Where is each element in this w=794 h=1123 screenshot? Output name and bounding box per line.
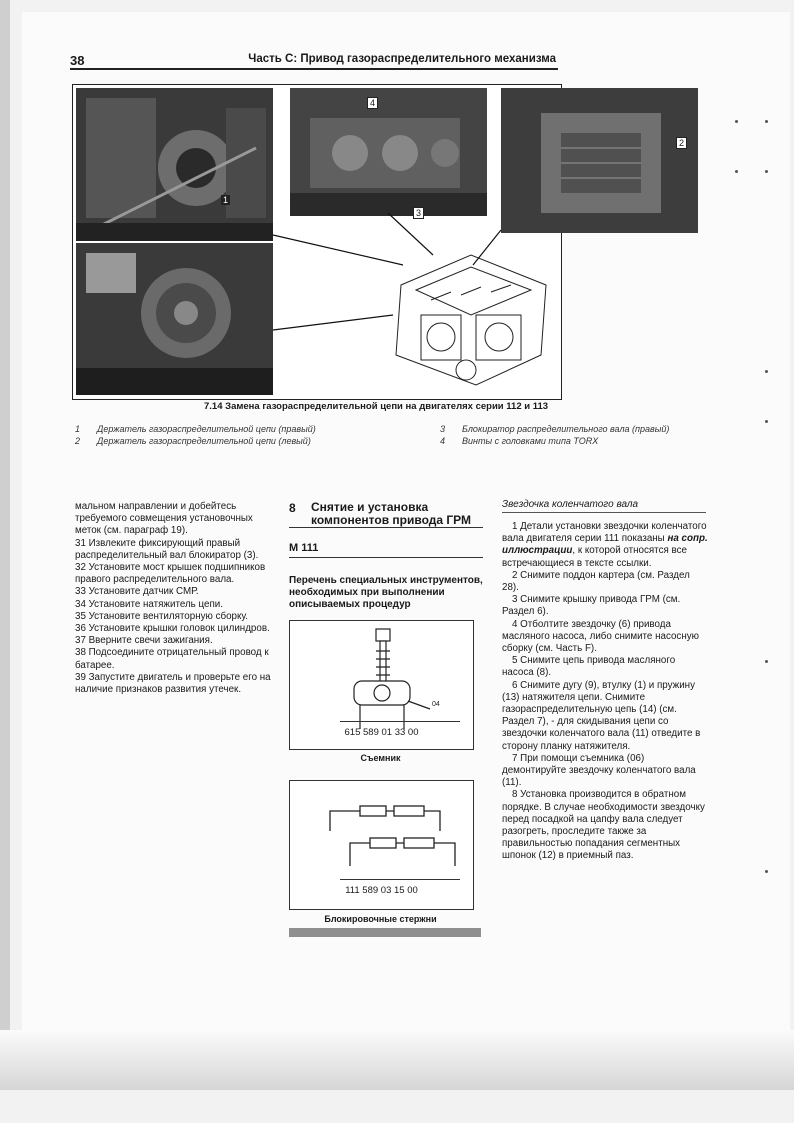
paragraph: 7 При помощи съемника (06) демонтируйте звездочку коленчатого вала (11).: [502, 752, 696, 789]
figure-7-14: [72, 84, 685, 400]
tool-callout-04: 04: [432, 701, 440, 708]
divider: [502, 512, 706, 513]
paragraph: 5 Снимите цепь привода масляного насоса (8).: [502, 655, 676, 679]
scan-speck: [735, 170, 738, 173]
part-number-rule: [340, 879, 460, 880]
scan-speck: [735, 120, 738, 123]
tool-box-locking-rods: [289, 780, 474, 910]
legend-item: 3 Блокиратор распределительного вала (правый): [440, 424, 670, 434]
page-edge-shadow: [0, 0, 10, 1070]
tools-heading: Перечень специальных инструментов, необходимых при выполнении описываемых процедур: [289, 575, 483, 610]
paragraph: 2 Снимите поддон картера (см. Раздел 28).: [502, 569, 690, 594]
header-rule: [70, 68, 558, 70]
section-title: Снятие и установка компонентов привода ГРМ: [311, 500, 472, 527]
engine-code: M 111: [289, 542, 319, 554]
scan-speck: [765, 120, 768, 123]
photo-label-1: 1: [223, 195, 229, 205]
paragraph: 38 Подсоедините отрицательный провод к батарее.: [75, 647, 269, 671]
section-grey-bar: [289, 928, 481, 937]
paragraph: 6 Снимите дугу (9), втулку (1) и пружину (13) натяжителя цепи. Снимите газораспределительную цепь (14) (см. Раздел 7), - для скидывания цепи со звездочки коленчатого вала (11) отведите в сторону планку натяжителя.: [502, 679, 701, 752]
paragraph: 36 Установите крышки головок цилиндров.: [75, 623, 270, 635]
paragraph: 39 Запустите двигатель и проверьте его на наличие признаков развития утечек.: [75, 671, 271, 696]
section-heading: [289, 499, 483, 528]
paragraph: 31 Извлеките фиксирующий правый распределительный вал блокиратор (3).: [75, 537, 259, 561]
section-number: 8: [289, 501, 296, 515]
scan-bottom-shadow: [0, 1030, 794, 1090]
paragraph: 37 Вверните свечи зажигания.: [75, 635, 213, 647]
paragraph: 1 Детали установки звездочки коленчатого вала двигателя серии 111 показаны на сопр. иллюстрации, к которой относятся все встречающиеся в тексте ссылки.: [502, 521, 708, 569]
paragraph: 32 Установите мост крышек подшипников правого распределительного вала.: [75, 562, 266, 586]
tool-caption: Съемник: [360, 753, 401, 763]
subsection-title: Звездочка коленчатого вала: [502, 499, 639, 510]
legend-item: 1 Держатель газораспределительной цепи (правый): [75, 424, 316, 434]
paragraph: 33 Установите датчик СМР.: [75, 586, 199, 598]
scan-speck: [765, 370, 768, 373]
part-number-rule: [340, 721, 460, 722]
tool-box-puller: [289, 620, 474, 750]
scan-speck: [765, 420, 768, 423]
tool-part-number: 111 589 03 15 00: [345, 885, 418, 896]
paragraph: 34 Установите натяжитель цепи.: [75, 598, 223, 610]
running-header-title: Часть С: Привод газораспределительного механизма: [248, 53, 556, 65]
photo-bottom-left: [76, 243, 273, 395]
paragraph: мальном направлении и добейтесь требуемого совмещения установочных меток (см. параграф 19).: [75, 501, 253, 537]
photo-label-2: 2: [676, 137, 687, 149]
divider: [289, 557, 483, 558]
text-column-left: [75, 501, 275, 696]
legend-item: 2 Держатель газораспределительной цепи (левый): [75, 436, 311, 446]
photo-top-right: [501, 88, 698, 233]
page-number: 38: [70, 53, 85, 68]
engine-illustration: [381, 245, 557, 395]
photo-top-left: [76, 88, 273, 241]
scan-speck: [765, 660, 768, 663]
tool-caption: Блокировочные стержни: [324, 914, 437, 924]
scan-speck: [765, 870, 768, 873]
tool-part-number: 615 589 01 33 00: [344, 727, 419, 738]
figure-caption: 7.14 Замена газораспределительной цепи на двигателях серии 112 и 113: [204, 401, 549, 412]
paragraph: 8 Установка производится в обратном порядке. В случае необходимости звездочку перед посадкой на цапфу вала следует разогреть, проследите также за правильностью попадания сегментных шпонок (12) в приемный паз.: [502, 789, 705, 862]
photo-top-center: [290, 88, 487, 216]
photo-label-4: 4: [367, 97, 378, 109]
paragraph: 3 Снимите крышку привода ГРМ (см. Раздел 6).: [502, 594, 681, 618]
legend-item: 4 Винты с головками типа TORX: [440, 436, 599, 446]
paragraph: 35 Установите вентиляторную сборку.: [75, 610, 249, 622]
text-column-right: [502, 521, 708, 863]
photo-label-3: 3: [413, 207, 424, 219]
scan-speck: [765, 170, 768, 173]
paragraph: 4 Отболтите звездочку (6) привода масляного насоса, либо снимите насосную сборку (см. Часть F).: [502, 618, 699, 655]
